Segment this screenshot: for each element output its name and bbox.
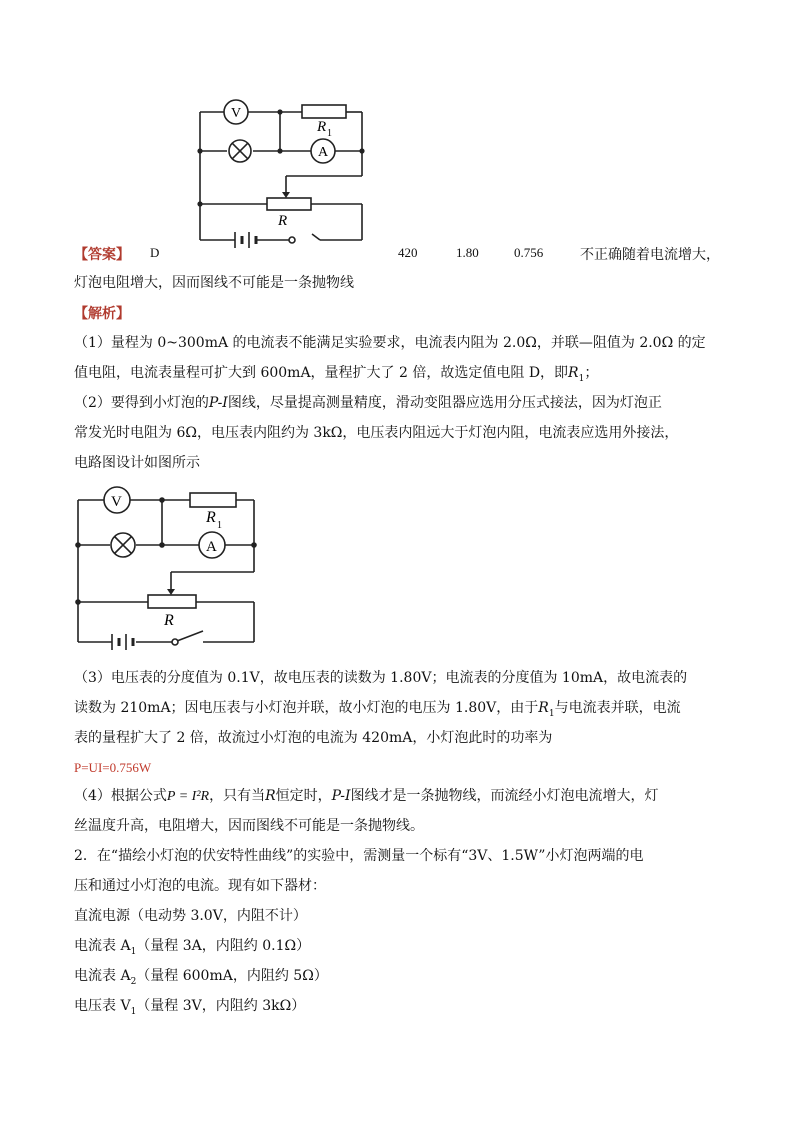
rheostat-label: R xyxy=(278,213,288,229)
analysis-p3-line-1: （3）电压表的分度值为 0.1V，故电压表的读数为 1.80V；电流表的分度值为 10mA，故电流表的 xyxy=(74,670,688,686)
analysis-p4-line-1: （4）根据公式P = I²R，只有当R恒定时，P-I图线才是一条抛物线，而流经小灯泡电流增大，灯 xyxy=(74,788,659,804)
r1-subscript: 1 xyxy=(327,128,332,139)
rheostat-label: R xyxy=(164,612,174,629)
analysis-p3-line-2: 读数为 210mA；因电压表与小灯泡并联，故小灯泡的电压为 1.80V，由于$R_1$与电流表并联，电流 xyxy=(74,700,681,719)
answer-label: 【答案】 xyxy=(74,247,130,263)
circuit-diagram-top xyxy=(190,92,370,252)
analysis-p1-line-2: 值电阻，电流表量程可扩大到 600mA，量程扩大了 2 倍，故选定值电阻 D，即$R_1$； xyxy=(74,365,599,384)
q2-voltmeter-v1: 电压表 $V_1$（量程 3V，内阻约 3kΩ） xyxy=(74,998,306,1017)
voltmeter-label: V xyxy=(111,494,122,510)
q2-line-2: 压和通过小灯泡的电流。现有如下器材： xyxy=(74,878,326,894)
ammeter-label: A xyxy=(206,539,217,555)
q2-line-1: 2．在“描绘小灯泡的伏安特性曲线”的实验中，需测量一个标有“3V、1.5W”小灯泡两端的电 xyxy=(74,848,644,864)
voltmeter-label: V xyxy=(231,106,242,121)
answer-tail: 不正确随着电流增大， xyxy=(580,247,720,263)
q2-ammeter-a1: 电流表 $A_1$（量程 3A，内阻约 0.1Ω） xyxy=(74,938,311,957)
q2-ammeter-a2: 电流表 $A_2$（量程 600mA，内阻约 5Ω） xyxy=(74,968,328,987)
analysis-p2-line-2: 常发光时电阻为 6Ω，电压表内阻约为 3kΩ，电压表内阻远大于灯泡内阻，电流表应选用外接法， xyxy=(74,425,679,441)
analysis-p1-line-1: （1）量程为 0~300mA 的电流表不能满足实验要求，电流表内阻为 2.0Ω，并联—阻值为 2.0Ω 的定 xyxy=(74,335,706,351)
analysis-p4-line-2: 丝温度升高，电阻增大，因而图线不可能是一条抛物线。 xyxy=(74,818,424,834)
answer-value-3: 0.756 xyxy=(514,245,544,260)
ammeter-label: A xyxy=(318,145,329,160)
analysis-p2-line-3: 电路图设计如图所示 xyxy=(74,455,200,471)
answer-value-1: 420 xyxy=(398,245,418,260)
analysis-label: 【解析】 xyxy=(74,306,130,322)
analysis-p3-line-3: 表的量程扩大了 2 倍，故流过小灯泡的电流为 420mA，小灯泡此时的功率为 xyxy=(74,730,553,746)
r1-subscript: 1 xyxy=(217,520,222,531)
analysis-p2-line-1: （2）要得到小灯泡的P-I图线，尽量提高测量精度，滑动变阻器应选用分压式接法，因为灯泡正 xyxy=(74,395,662,411)
r1-label: R xyxy=(317,119,327,135)
circuit-diagram-middle xyxy=(66,484,266,654)
answer-line-2: 灯泡电阻增大，因而图线不可能是一条抛物线 xyxy=(74,275,354,291)
q2-power-supply: 直流电源（电动势 3.0V，内阻不计） xyxy=(74,908,307,924)
answer-choice: D xyxy=(150,245,160,260)
analysis-power-formula: P=UI=0.756W xyxy=(74,760,152,775)
answer-value-2: 1.80 xyxy=(456,245,479,260)
r1-label: R xyxy=(206,509,216,526)
